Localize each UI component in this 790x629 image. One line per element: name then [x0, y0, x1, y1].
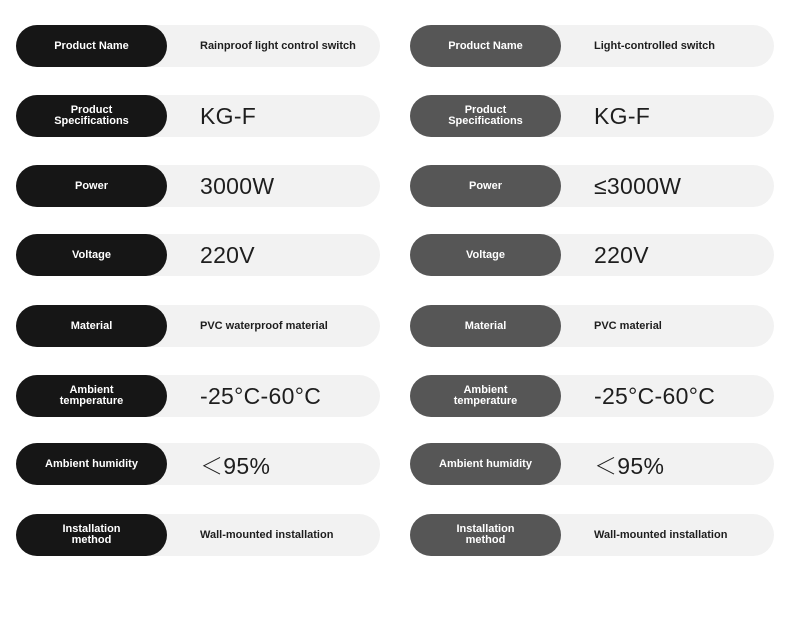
spec-value: 220V — [594, 241, 649, 268]
spec-row-installation — [16, 514, 380, 556]
spec-label: Ambient humidity — [410, 443, 561, 485]
spec-label: Power — [16, 165, 167, 207]
spec-label: Product Specifications — [16, 95, 167, 137]
spec-label: Installation method — [410, 514, 561, 556]
spec-row-temperature — [410, 375, 774, 417]
spec-row-voltage — [16, 234, 380, 276]
spec-row-specifications — [410, 95, 774, 137]
spec-row-specifications — [16, 95, 380, 137]
spec-label: Voltage — [410, 234, 561, 276]
spec-value: Light-controlled switch — [594, 40, 715, 52]
left-spec-column — [16, 0, 381, 629]
right-spec-column — [410, 0, 775, 629]
spec-value: PVC material — [594, 320, 662, 332]
spec-row-material — [16, 305, 380, 347]
spec-value: 220V — [200, 241, 255, 268]
spec-value: Rainproof light control switch — [200, 40, 356, 52]
spec-value: KG-F — [200, 102, 257, 129]
spec-label: Ambient temperature — [16, 375, 167, 417]
spec-value: -25°C-60°C — [594, 382, 716, 409]
spec-label: Material — [410, 305, 561, 347]
spec-row-product-name — [410, 25, 774, 67]
spec-value: PVC waterproof material — [200, 320, 328, 332]
spec-row-temperature — [16, 375, 380, 417]
spec-label: Product Specifications — [410, 95, 561, 137]
spec-label: Voltage — [16, 234, 167, 276]
spec-label: Ambient humidity — [16, 443, 167, 485]
spec-value: KG-F — [594, 102, 651, 129]
spec-value: ＜95% — [594, 452, 665, 479]
spec-value: 3000W — [200, 172, 275, 199]
spec-value: Wall-mounted installation — [594, 529, 728, 541]
spec-value: ≤3000W — [594, 172, 682, 199]
spec-value: Wall-mounted installation — [200, 529, 334, 541]
spec-label: Material — [16, 305, 167, 347]
spec-value: ＜95% — [200, 452, 271, 479]
spec-row-humidity — [16, 443, 380, 485]
spec-row-power — [16, 165, 380, 207]
spec-label: Product Name — [16, 25, 167, 67]
spec-row-installation — [410, 514, 774, 556]
spec-row-humidity — [410, 443, 774, 485]
spec-value: -25°C-60°C — [200, 382, 322, 409]
spec-label: Power — [410, 165, 561, 207]
spec-label: Product Name — [410, 25, 561, 67]
spec-row-voltage — [410, 234, 774, 276]
spec-label: Installation method — [16, 514, 167, 556]
spec-row-power — [410, 165, 774, 207]
spec-row-material — [410, 305, 774, 347]
spec-label: Ambient temperature — [410, 375, 561, 417]
spec-row-product-name — [16, 25, 380, 67]
